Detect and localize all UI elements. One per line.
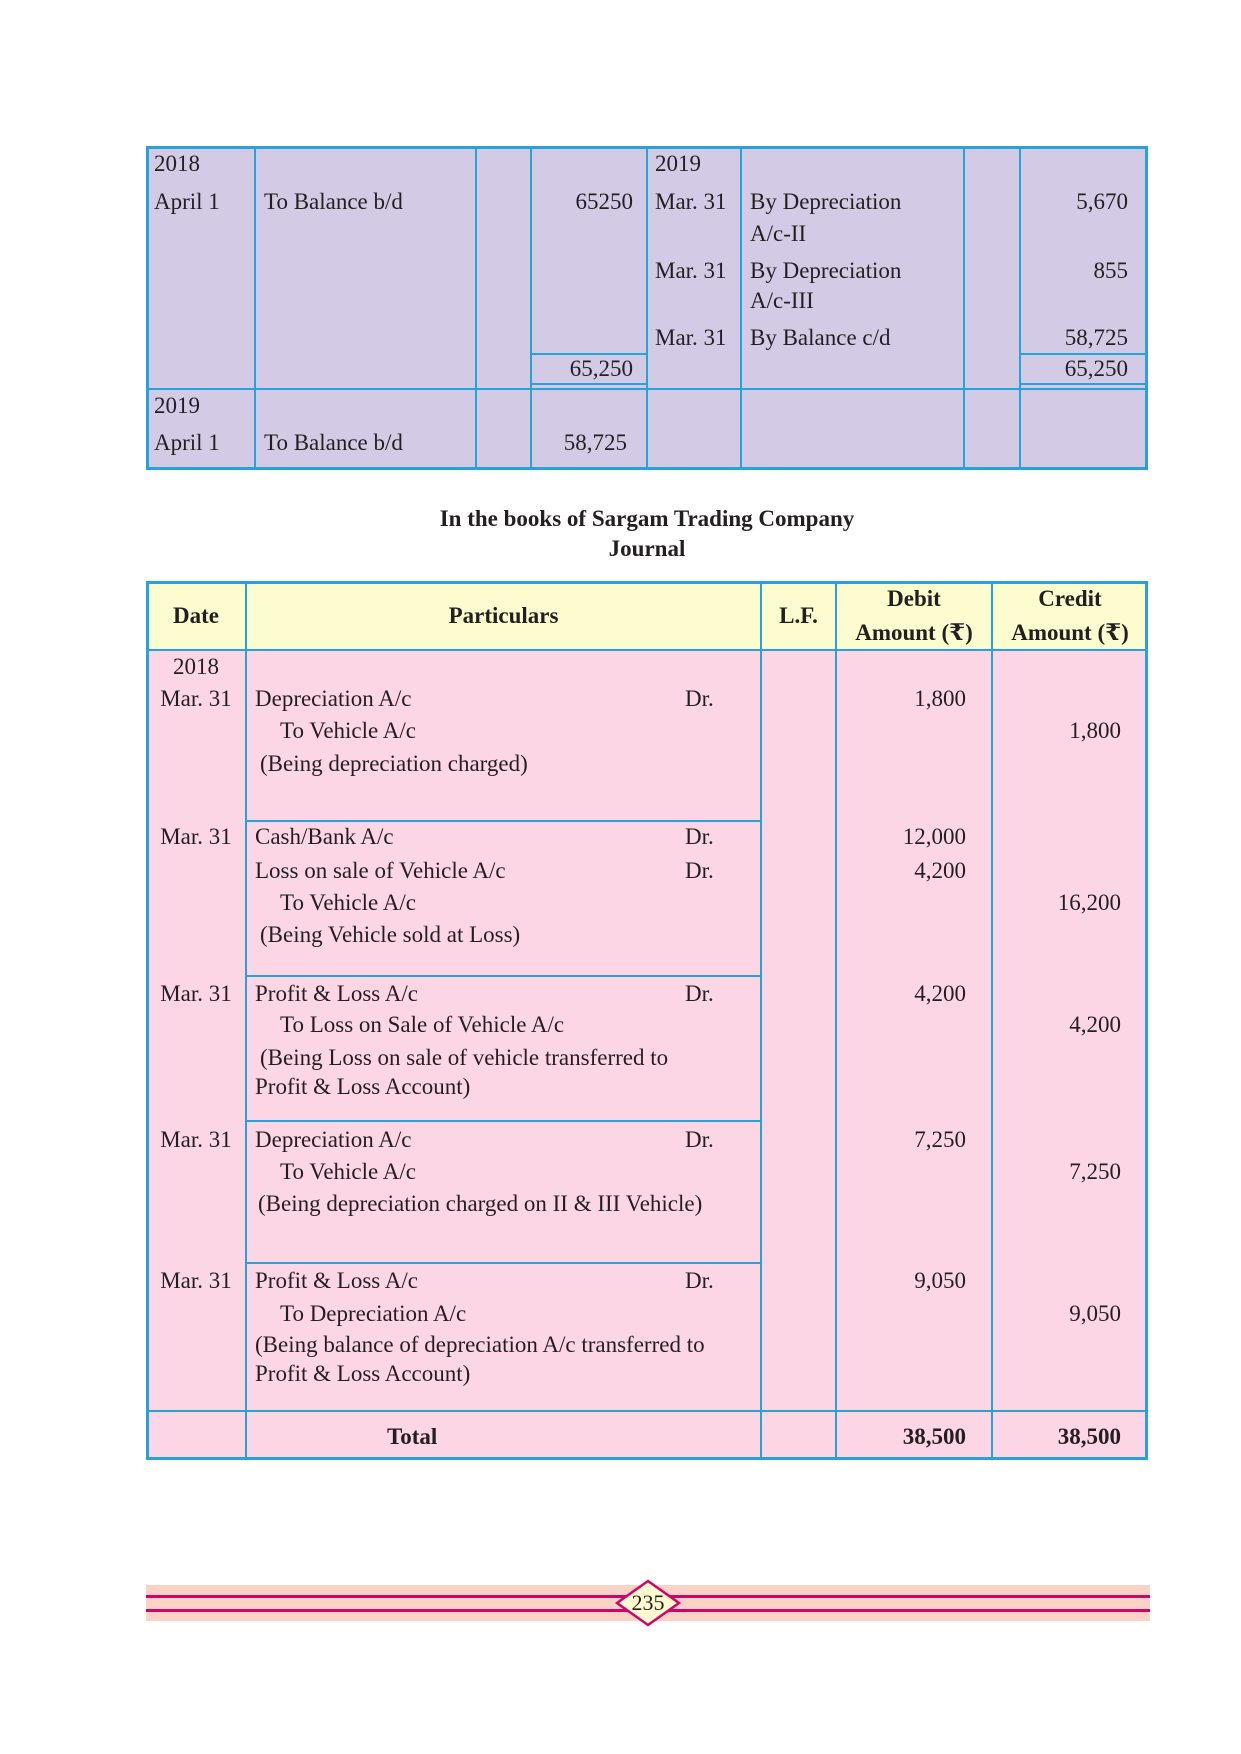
page-number: 235 [631,1590,665,1615]
ledger-credit-date: Mar. 31 [655,258,727,283]
journal-credit-account: To Vehicle A/c [280,1159,416,1184]
journal-dr-marker: Dr. [685,824,714,849]
ledger-credit-particulars: By Balance c/d [750,325,891,350]
ledger-debit-year: 2018 [154,151,200,176]
column-header-particulars: Particulars [448,603,559,628]
journal-narration: (Being Vehicle sold at Loss) [260,922,521,947]
journal-debit-account: Profit & Loss A/c [255,981,418,1006]
journal-entry-date: Mar. 31 [160,824,232,849]
ledger-credit-amount: 5,670 [1076,189,1128,214]
journal-total-label: Total [387,1424,438,1449]
journal-debit-amount: 12,000 [902,824,966,849]
ledger-debit-total: 65,250 [569,356,633,381]
journal-debit-amount: 4,200 [914,858,966,883]
journal-narration: (Being depreciation charged on II & III Vehicle) [258,1191,703,1216]
column-header-credit-unit: Amount (₹) [1011,620,1129,645]
journal-entry-date: Mar. 31 [160,981,232,1006]
journal-credit-amount: 4,200 [1069,1012,1121,1037]
journal-credit-account: To Vehicle A/c [280,890,416,915]
journal-dr-marker: Dr. [685,686,714,711]
ledger-opening-amount: 58,725 [563,430,627,455]
column-header-debit-unit: Amount (₹) [855,620,973,645]
journal-credit-account: To Depreciation A/c [280,1301,467,1326]
journal-entry-date: Mar. 31 [160,686,232,711]
journal-narration: (Being depreciation charged) [260,751,528,776]
ledger-credit-amount: 58,725 [1064,325,1128,350]
journal-debit-amount: 7,250 [914,1127,966,1152]
ledger-opening-particulars: To Balance b/d [264,430,403,455]
journal-total-credit: 38,500 [1057,1424,1121,1449]
journal-narration: (Being Loss on sale of vehicle transferred to [260,1045,669,1070]
journal-entry-date: Mar. 31 [160,1268,232,1293]
journal-dr-marker: Dr. [685,1127,714,1152]
journal-narration: Profit & Loss Account) [255,1361,471,1386]
ledger-opening-date: April 1 [154,430,220,455]
journal-debit-amount: 1,800 [914,686,966,711]
journal-credit-account: To Vehicle A/c [280,718,416,743]
journal-credit-amount: 9,050 [1069,1301,1121,1326]
ledger-frame [146,146,1148,470]
ledger-debit-particulars: To Balance b/d [264,189,403,214]
ledger-account-table [146,146,1148,470]
ledger-credit-particulars: By Depreciation [750,189,902,214]
ledger-credit-particulars: A/c-III [750,288,814,313]
journal-dr-marker: Dr. [685,981,714,1006]
journal-debit-account: Depreciation A/c [255,686,412,711]
journal-debit-account: Cash/Bank A/c [255,824,394,849]
ledger-credit-particulars: By Depreciation [750,258,902,283]
journal-year: 2018 [173,654,219,679]
journal-debit-account: Depreciation A/c [255,1127,412,1152]
ledger-credit-total: 65,250 [1064,356,1128,381]
journal-dr-marker: Dr. [685,858,714,883]
ledger-credit-amount: 855 [1093,258,1128,283]
journal-credit-account: To Loss on Sale of Vehicle A/c [280,1012,565,1037]
journal-credit-amount: 7,250 [1069,1159,1121,1184]
journal-table [146,581,1148,1460]
ledger-credit-particulars: A/c-II [750,221,807,246]
ledger-debit-amount: 65250 [575,189,633,214]
journal-debit-account: Loss on sale of Vehicle A/c [255,858,506,883]
journal-debit-amount: 4,200 [914,981,966,1006]
journal-credit-amount: 1,800 [1069,718,1121,743]
journal-narration: (Being balance of depreciation A/c transferred to [255,1332,705,1357]
column-header-lf: L.F. [779,603,818,628]
ledger-opening-year: 2019 [154,393,200,418]
column-header-date: Date [173,603,219,628]
journal-total-debit: 38,500 [902,1424,966,1449]
journal-heading: In the books of Sargam Trading Company [439,506,855,531]
journal-title: Journal [608,536,686,561]
column-header-credit: Credit [1038,586,1102,611]
ledger-credit-year: 2019 [655,151,701,176]
ledger-debit-date: April 1 [154,189,220,214]
journal-debit-amount: 9,050 [914,1268,966,1293]
journal-debit-account: Profit & Loss A/c [255,1268,418,1293]
journal-entry-date: Mar. 31 [160,1127,232,1152]
journal-dr-marker: Dr. [685,1268,714,1293]
journal-narration: Profit & Loss Account) [255,1074,471,1099]
ledger-credit-date: Mar. 31 [655,325,727,350]
column-header-debit: Debit [887,586,941,611]
ledger-credit-date: Mar. 31 [655,189,727,214]
journal-frame [146,581,1148,1460]
journal-credit-amount: 16,200 [1057,890,1121,915]
